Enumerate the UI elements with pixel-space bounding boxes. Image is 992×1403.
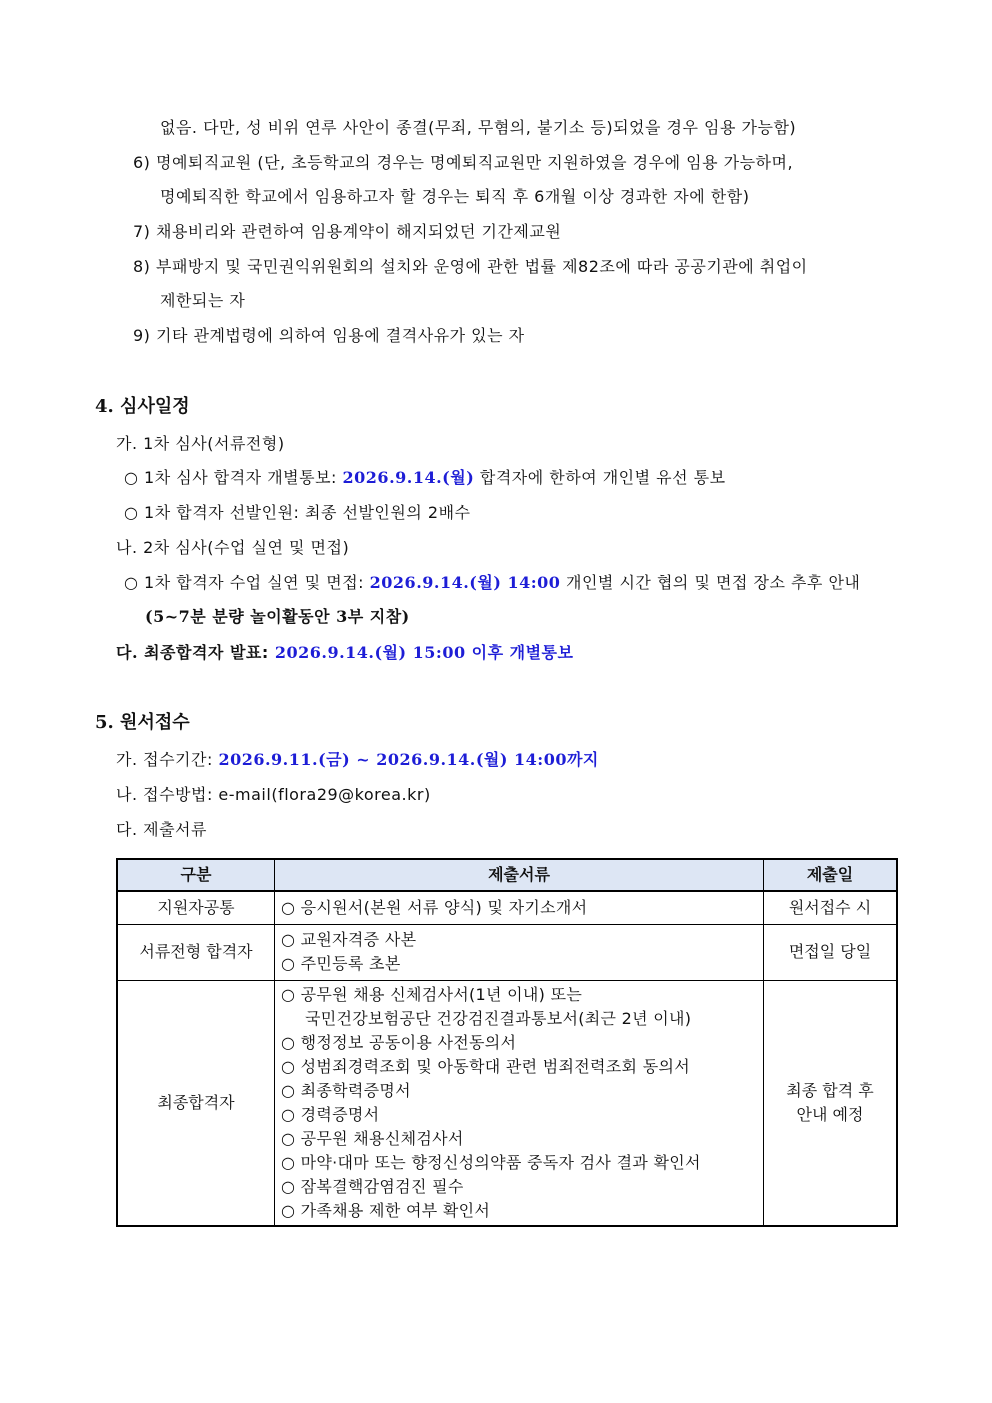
submission-documents-table <box>116 858 898 1227</box>
document-item-continuation: 국민건강보험공단 건강검진결과통보서(최근 2년 이내) <box>305 1008 692 1028</box>
intro-continuation: 없음. 다만, 성 비위 연루 사안이 종결(무죄, 무혐의, 불기소 등)되었을 경우 임용 가능함) <box>160 118 797 137</box>
section-4-ga: 가. 1차 심사(서류전형) <box>116 434 285 453</box>
header-documents: 제출서류 <box>275 859 764 891</box>
notification-date: 2026.9.14.(월) <box>342 468 475 487</box>
intro-item-8-line2: 제한되는 자 <box>160 291 246 310</box>
text: 개인별 시간 협의 및 면접 장소 추후 안내 <box>560 573 861 592</box>
intro-item-6-line2: 명예퇴직한 학교에서 임용하고자 할 경우는 퇴직 후 6개월 이상 경과한 자에 한함) <box>160 187 750 206</box>
document-item: ○ 경력증명서 <box>281 1104 380 1124</box>
intro-item-6-line1: 6) 명예퇴직교원 (단, 초등학교의 경우는 명예퇴직교원만 지원하였을 경우에 임용 가능하며, <box>133 153 794 172</box>
section-5-na: 나. 접수방법: e-mail(flora29@korea.kr) <box>116 785 431 804</box>
interview-date: 2026.9.14.(월) 14:00 <box>369 573 561 592</box>
intro-item-9: 9) 기타 관계법령에 의하여 임용에 결격사유가 있는 자 <box>133 326 525 345</box>
application-period: 2026.9.11.(금) ~ 2026.9.14.(월) 14:00까지 <box>218 750 599 769</box>
section-4-da <box>116 643 573 663</box>
text: 합격자에 한하여 개인별 유선 통보 <box>474 468 726 487</box>
label: ○ 1차 합격자 수업 실연 및 면접: <box>124 573 370 592</box>
intro-item-8-line1: 8) 부패방지 및 국민권익위원회의 설치와 운영에 관한 법률 제82조에 따라 공공기관에 취업이 <box>133 257 808 276</box>
document-item: ○ 최종학력증명서 <box>281 1080 411 1100</box>
document-item: ○ 잠복결핵감염검진 필수 <box>281 1176 464 1196</box>
row-date: 원서접수 시 <box>764 891 898 924</box>
table-row <box>117 980 897 1226</box>
document-item: ○ 행정정보 공동이용 사전동의서 <box>281 1032 517 1052</box>
section-4-ga-item-2: ○ 1차 합격자 선발인원: 최종 선발인원의 2배수 <box>124 503 471 522</box>
document-item: ○ 가족채용 제한 여부 확인서 <box>281 1200 491 1220</box>
row-category: 서류전형 합격자 <box>117 924 275 980</box>
section-5-da: 다. 제출서류 <box>116 820 207 839</box>
row-documents <box>275 924 764 980</box>
section-4-na-note: (5~7분 분량 놀이활동안 3부 지참) <box>145 607 410 626</box>
header-category: 구분 <box>117 859 275 891</box>
section-4-na-item-1 <box>124 573 860 593</box>
section-5-title: 5. 원서접수 <box>95 712 190 733</box>
intro-item-7: 7) 채용비리와 관련하여 임용계약이 해지되었던 기간제교원 <box>133 222 562 241</box>
document-item: ○ 공무원 채용신체검사서 <box>281 1128 464 1148</box>
label: 다. 최종합격자 <box>116 643 224 662</box>
document-item: ○ 공무원 채용 신체검사서(1년 이내) 또는 <box>281 984 583 1004</box>
table-row <box>117 891 897 924</box>
document-item: ○ 응시원서(본원 서류 양식) 및 자기소개서 <box>281 897 588 917</box>
header-submission-date: 제출일 <box>764 859 898 891</box>
row-documents <box>275 980 764 1226</box>
table-header-row <box>117 859 897 891</box>
announcement-date: 2026.9.14.(월) 15:00 이후 개별통보 <box>274 643 574 662</box>
label-suffix: 발표: <box>223 643 275 662</box>
row-date-line1: 최종 합격 후 <box>786 1080 874 1100</box>
row-category: 지원자공통 <box>117 891 275 924</box>
document-item: ○ 성범죄경력조회 및 아동학대 관련 범죄전력조회 동의서 <box>281 1056 690 1076</box>
row-date: 면접일 당일 <box>764 924 898 980</box>
table-row <box>117 924 897 980</box>
label: ○ 1차 심사 합격자 개별통보: <box>124 468 343 487</box>
row-documents <box>275 891 764 924</box>
row-date <box>764 980 898 1226</box>
row-category: 최종합격자 <box>117 980 275 1226</box>
section-4-title: 4. 심사일정 <box>95 396 190 417</box>
section-5-ga <box>116 750 599 770</box>
section-4-na: 나. 2차 심사(수업 실연 및 면접) <box>116 538 350 557</box>
label: 가. 접수기간: <box>116 750 219 769</box>
document-item: ○ 교원자격증 사본 <box>281 930 417 949</box>
document-item: ○ 주민등록 초본 <box>281 954 401 973</box>
row-date-line2: 안내 예정 <box>796 1104 864 1124</box>
section-4-ga-item-1 <box>124 468 726 488</box>
document-item: ○ 마약·대마 또는 향정신성의약품 중독자 검사 결과 확인서 <box>281 1152 701 1172</box>
